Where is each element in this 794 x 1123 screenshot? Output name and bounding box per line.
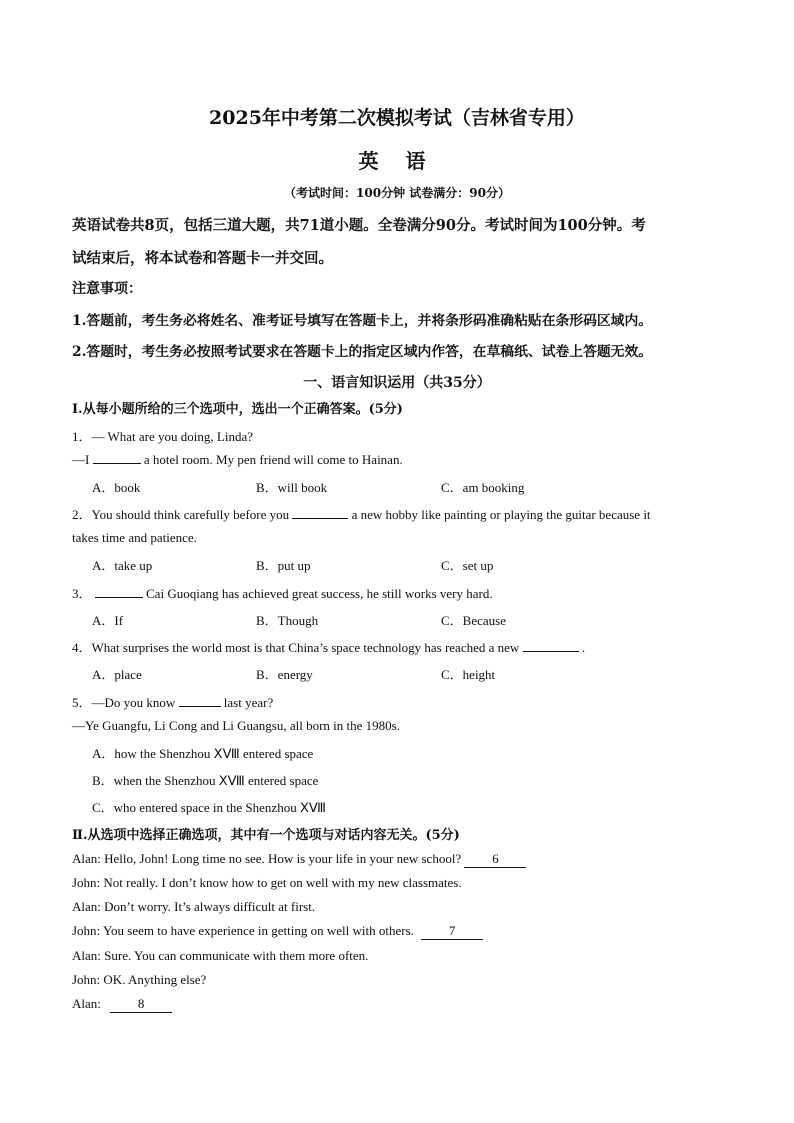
q5-stem-line-2: —Ye Guangfu, Li Cong and Li Guangsu, all born in the 1980s. — [72, 718, 400, 733]
q4-blank — [523, 640, 579, 652]
q1-option-c: C．am booking — [441, 480, 525, 495]
q1-post: a hotel room. My pen friend will come to Hainan. — [143, 452, 403, 467]
exam-title: 2025年中考第二次模拟考试（吉林省专用） — [209, 107, 585, 129]
q4-option-b: B．energy — [256, 667, 313, 682]
q3-option-c: C．Because — [441, 613, 506, 628]
q2-option-b: B．put up — [256, 558, 311, 573]
q1-answer-line — [72, 452, 403, 468]
q2-option-c: C．set up — [441, 558, 494, 573]
q4-option-c: C．height — [441, 667, 496, 682]
q4-stem — [72, 637, 585, 656]
q3-pre: 3． — [72, 586, 92, 601]
q5-pre: 5．—Do you know — [72, 695, 176, 710]
q4-option-a: A．place — [92, 667, 142, 682]
dialogue-line-1 — [72, 851, 526, 868]
q2-pre: 2．You should think carefully before you — [72, 507, 290, 522]
q1-blank — [93, 452, 141, 464]
q3-post: Cai Guoqiang has achieved great success, he still works very hard. — [146, 586, 493, 601]
part2-heading: Ⅱ.从选项中选择正确选项，其中有一个选项与对话内容无关。(5分) — [72, 828, 460, 843]
section-heading: 一、语言知识运用（共35分） — [303, 375, 491, 391]
q2-blank — [292, 507, 348, 519]
q2-post: a new hobby like painting or playing the guitar because it — [351, 507, 651, 522]
intro-line-2: 试结束后，将本试卷和答题卡一并交回。 — [72, 250, 333, 267]
q3-blank — [95, 586, 143, 598]
q5-stem — [72, 692, 273, 711]
dialogue-line-4 — [72, 923, 483, 940]
dialogue-line-1-text: Alan: Hello, John! Long time no see. How is your life in your new school? — [72, 851, 462, 866]
q5-option-a: A．how the Shenzhou ⅩⅧ entered space — [92, 746, 314, 761]
q1-stem: 1．— What are you doing, Linda? — [72, 429, 253, 444]
dialogue-line-7 — [72, 996, 172, 1013]
q2-option-a: A．take up — [92, 558, 153, 573]
dialogue-line-5: Alan: Sure. You can communicate with them more often. — [72, 948, 369, 963]
q5-option-c: C．who entered space in the Shenzhou ⅩⅧ — [92, 800, 326, 815]
notice-item-2: 2.答题时，考生务必按照考试要求在答题卡上的指定区域内作答，在草稿纸、试卷上答题无效。 — [72, 344, 653, 360]
q1-option-a: A．book — [92, 480, 141, 495]
notice-heading: 注意事项： — [72, 281, 142, 297]
intro-line-1: 英语试卷共8页，包括三道大题，共71道小题。全卷满分90分。考试时间为100分钟。考 — [72, 217, 646, 234]
q4-post: . — [581, 640, 586, 655]
notice-item-1: 1.答题前，考生务必将姓名、准考证号填写在答题卡上，并将条形码准确粘贴在条形码区域内。 — [72, 313, 653, 329]
q5-blank — [179, 695, 221, 707]
q4-pre: 4．What surprises the world most is that China’s space technology has reached a new — [72, 640, 520, 655]
q5-option-b: B．when the Shenzhou ⅩⅧ entered space — [92, 773, 319, 788]
q3-stem — [72, 583, 493, 602]
exam-info: （考试时间：100分钟 试卷满分：90分） — [284, 186, 510, 200]
q5-post: last year? — [223, 695, 274, 710]
dialogue-line-7-text: Alan: — [72, 996, 101, 1011]
q2-stem-line-2: takes time and patience. — [72, 530, 197, 545]
q3-option-a: A．If — [92, 613, 124, 628]
q1-pre: —I — [72, 452, 90, 467]
dialogue-line-6: John: OK. Anything else? — [72, 972, 207, 987]
dialogue-line-2: John: Not really. I don’t know how to get on well with my new classmates. — [72, 875, 462, 890]
dialogue-line-4-text: John: You seem to have experience in getting on well with others. — [72, 923, 414, 938]
blank-8: 8 — [110, 996, 172, 1013]
q2-stem — [72, 504, 651, 523]
subject-title: 英 语 — [358, 149, 436, 173]
dialogue-line-3: Alan: Don’t worry. It’s always difficult at first. — [72, 899, 316, 914]
blank-6: 6 — [464, 851, 526, 868]
blank-7: 7 — [421, 923, 483, 940]
q3-option-b: B．Though — [256, 613, 319, 628]
q1-option-b: B．will book — [256, 480, 328, 495]
part1-heading: Ⅰ.从每小题所给的三个选项中，选出一个正确答案。(5分) — [72, 402, 403, 417]
